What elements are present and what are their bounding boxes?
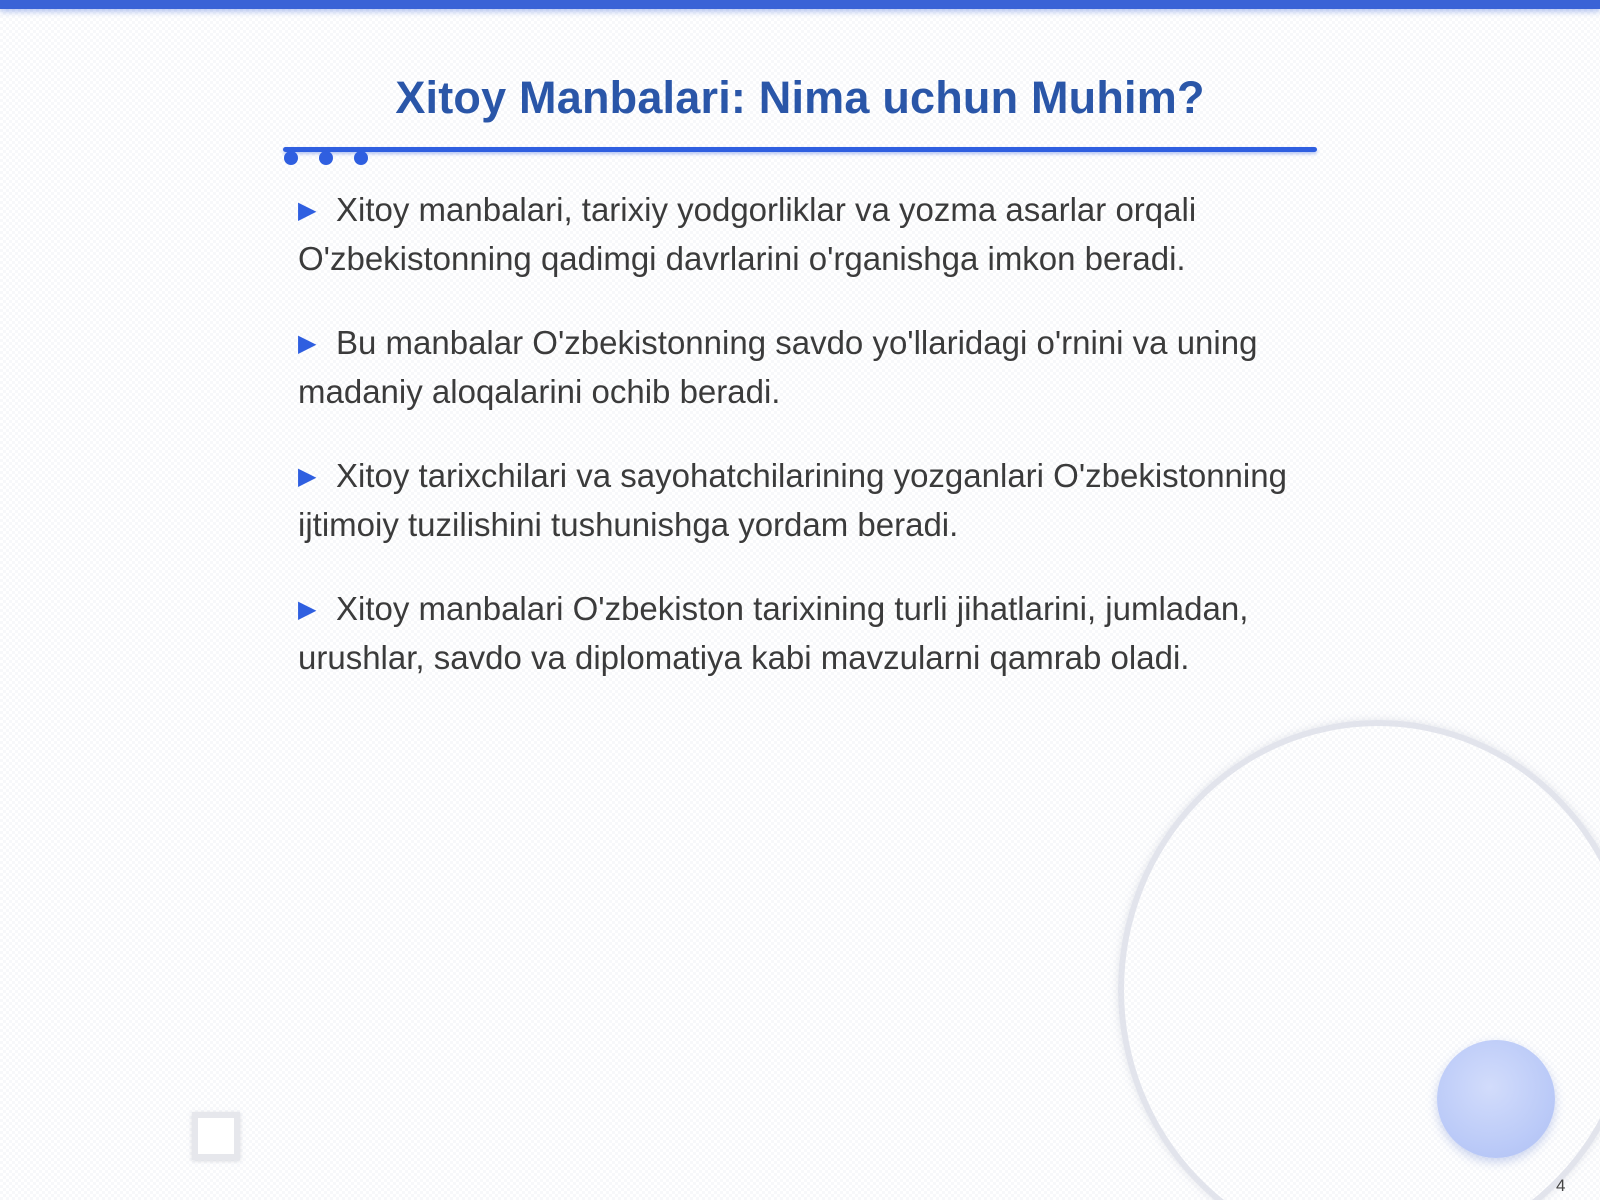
underline-dot	[319, 151, 333, 165]
bullet-item	[298, 186, 1308, 283]
bullet-text: Bu manbalar O'zbekistonning savdo yo'llaridagi o'rnini va uning madaniy aloqalarini ochib beradi.	[298, 324, 1258, 410]
bullet-item	[298, 319, 1308, 416]
decorative-square	[192, 1112, 240, 1160]
top-accent-bar	[0, 0, 1600, 9]
bullet-item	[298, 585, 1308, 682]
right-triangle-icon: ▶	[298, 330, 317, 357]
bullet-item	[298, 452, 1308, 549]
bullet-text: Xitoy tarixchilari va sayohatchilarining yozganlari O'zbekistonning ijtimoiy tuzilishini tushunishga yordam beradi.	[298, 457, 1287, 543]
bullet-list	[298, 186, 1308, 718]
bullet-text: Xitoy manbalari O'zbekiston tarixining turli jihatlarini, jumladan, urushlar, savdo va diplomatiya kabi mavzularni qamrab oladi.	[298, 590, 1249, 676]
right-triangle-icon: ▶	[298, 463, 317, 490]
right-triangle-icon: ▶	[298, 197, 317, 224]
decorative-circle	[1437, 1040, 1555, 1158]
title-underline	[283, 147, 1317, 152]
underline-dot	[354, 151, 368, 165]
slide-title: Xitoy Manbalari: Nima uchun Muhim?	[395, 72, 1205, 123]
page-number: 4	[1556, 1176, 1566, 1195]
right-triangle-icon: ▶	[298, 596, 317, 623]
underline-dot	[284, 151, 298, 165]
bullet-text: Xitoy manbalari, tarixiy yodgorliklar va yozma asarlar orqali O'zbekistonning qadimgi davrlarini o'rganishga imkon beradi.	[298, 191, 1197, 277]
